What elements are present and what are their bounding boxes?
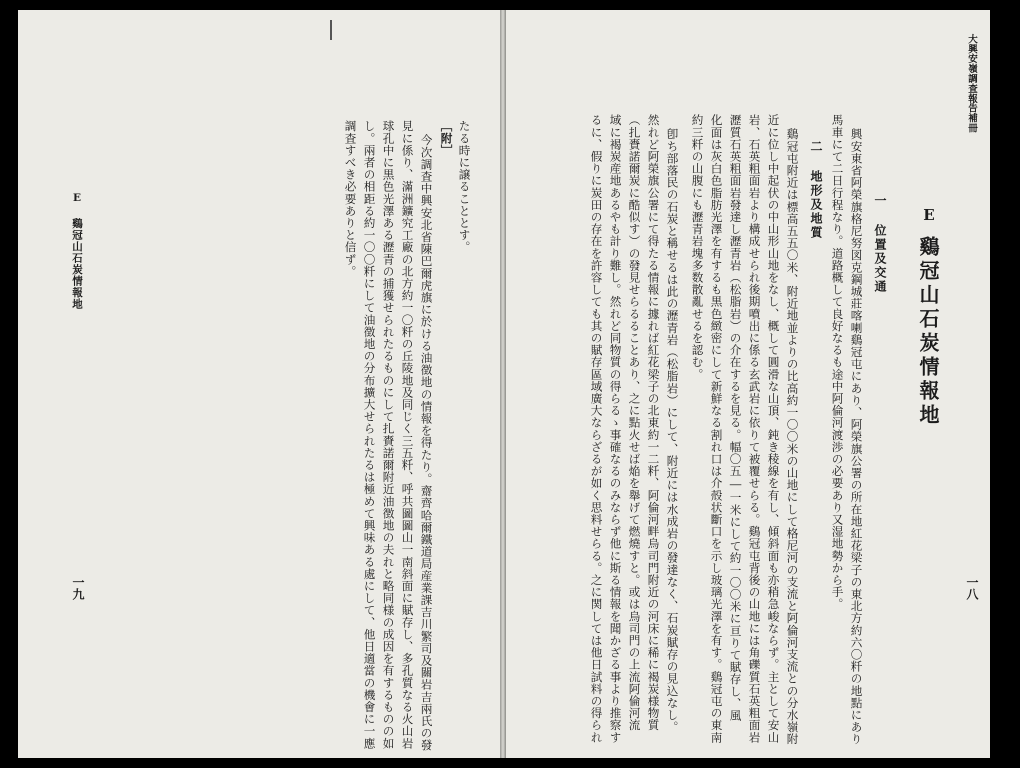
- terrain-line-5: 化面は灰白色脂肪光澤を有するも黒色緻密にして新鮮なる割れ口は介殻状斷口を示し玻璃光澤を有す。鷄冠屯の東南: [709, 114, 724, 744]
- appendix-line-2: 見に係り、滿洲鑛究工廠の北方約一〇粁の丘陵地及同じく三五粁、呼共圖圖山一南斜面に賦存し、多孔質なる火山岩: [400, 120, 415, 750]
- observation-line-5: るに、假りに炭田の存在を許容しても其の賦存區域廣大ならざるが如く思料せらる。之に関しては他日試料の得られ: [589, 114, 604, 744]
- left-page: [18, 10, 500, 758]
- terrain-line-4: 瀝質石英粗面岩發達し瀝青岩（松脂岩）の介在するを見る。幅〇五―一米にして約一〇〇米に亘りて賦存し、風: [728, 114, 743, 722]
- location-line-2: 馬車にて二日行程なり。道路概して良好なるも途中阿倫河渡渉の必要あり又湿地勢から手。: [830, 114, 845, 611]
- subheading-terrain: 二 地形及地質: [809, 140, 823, 240]
- running-header: 大興安嶺調査報告補冊: [966, 34, 977, 133]
- observation-line-3: （扎賚諾爾炭に酷似す）の發見せらるることあり、之に點火せば焔を舉げて燃燒すと。或は烏司門の上流阿倫河流: [627, 114, 642, 732]
- subheading-location: 一 位置及交通: [873, 194, 887, 294]
- terrain-line-1: 鷄冠屯附近は標高五五〇米、附近地並よりの比高約一〇〇米の山地にして格尼河の支流と阿倫河支流との分水嶺附: [785, 128, 800, 746]
- observation-line-2: 然れど阿榮旗公署にて得たる情報に據れば紅花梁子の北東約一二粁、阿倫河畔烏司門附近の河床に稀に褐炭様物質: [646, 114, 661, 732]
- observation-line-1: 卽ち部落民の石炭と稱せるは此の瀝青岩（松脂岩）にして、附近には水成岩の發達なく、石炭賦存の見込なし。: [665, 128, 680, 733]
- page-number: 一九: [71, 576, 85, 600]
- appendix-label: ［附］: [439, 120, 454, 157]
- observation-line-4: 域に褐炭産地あるやも計り難し。然れど同物質の得らるゝ事確なるのみならず他に斯る情報を聞かざる事より推察す: [608, 114, 623, 744]
- section-letter: E: [920, 206, 938, 224]
- appendix-line-3: 球孔中に黒色光澤ある瀝青の捕獲せられたるものにして扎賚諾爾附近油徴地の夫れと略同様の成因を有するものの如: [381, 120, 396, 750]
- section-title: 鷄冠山石炭情報地: [916, 236, 940, 428]
- terrain-line-6: 約三粁の山腹にも瀝青岩塊多数散亂せるを認む。: [690, 114, 705, 381]
- appendix-line-4: し。兩者の相距る約一〇〇粁にして油徴地の分布擴大せられたるは極めて興味ある處にして、他日適當の機會に一應: [362, 120, 377, 750]
- terrain-line-2: 近に位し中起伏の中山形山地をなし、概して圓滑な山頂、鈍き稜線を有し、傾斜面も亦稍急峻ならず。主として安山: [766, 114, 781, 744]
- appendix-line-1: 今次調査中興安北省陳巴爾虎旗に於ける油徴地の情報を得たり。齋齊哈爾鐵道局産業課吉川繁司及關岩吉兩氏の發: [419, 134, 434, 752]
- location-line-1: 興安東省阿榮旗格尼努図克鋼城莊喀喇鷄冠屯にあり、阿榮旗公署の所在地紅花梁子の東北方約六〇粁の地點にあり: [849, 128, 864, 746]
- scan-mark-top: [330, 20, 332, 40]
- right-page: [506, 10, 990, 758]
- running-footer: E 鷄冠山石炭情報地: [71, 192, 83, 310]
- appendix-line-5: 調査すべき必要ありと信ず。: [343, 120, 358, 278]
- page-number: 一八: [965, 576, 979, 600]
- terrain-line-3: 岩、石英粗面岩より構成せられ後期噴出に係る玄武岩に依りて被覆せらる。鷄冠屯背後の山地には角礫質石英粗面岩: [747, 114, 762, 744]
- continuation-line: たる時に譲ることとす。: [457, 120, 472, 254]
